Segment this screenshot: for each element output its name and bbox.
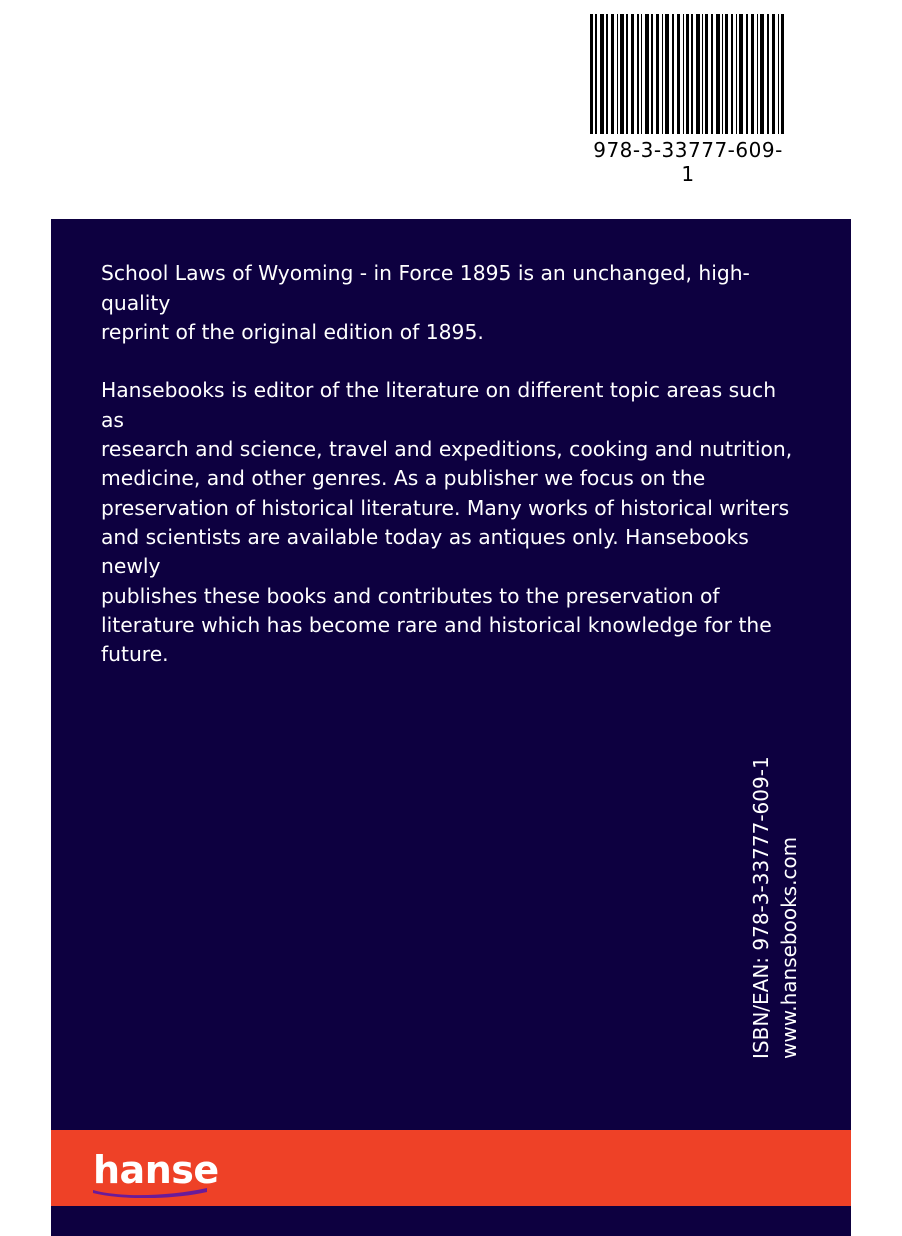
description-paragraph-1: School Laws of Wyoming - in Force 1895 is an unchanged, high-quality reprint of the original edition of 1895. <box>101 261 750 344</box>
back-cover-panel <box>51 219 851 1236</box>
description-paragraph-2: Hansebooks is editor of the literature on different topic areas such as research and science, travel and expeditions, cooking and nutrition, medicine, and other genres. As a publisher we focus on the preservation of historical literature. Many works of historical writers and scientists are available today as antiques only. Hansebooks newly publishes these books and contributes to the preservation of literature which has become rare and historical knowledge for the future. <box>101 378 793 667</box>
website-text: www.hansebooks.com <box>777 836 801 1059</box>
hanse-logo: hanse <box>93 1148 219 1192</box>
publisher-band <box>51 1130 851 1206</box>
barcode-bars <box>590 14 784 134</box>
book-description <box>101 230 801 699</box>
barcode-number: 978-3-33777-609-1 <box>593 138 783 186</box>
barcode <box>590 14 786 186</box>
logo-swoosh-icon <box>91 1184 209 1198</box>
isbn-text: ISBN/EAN: 978-3-33777-609-1 <box>749 756 773 1059</box>
